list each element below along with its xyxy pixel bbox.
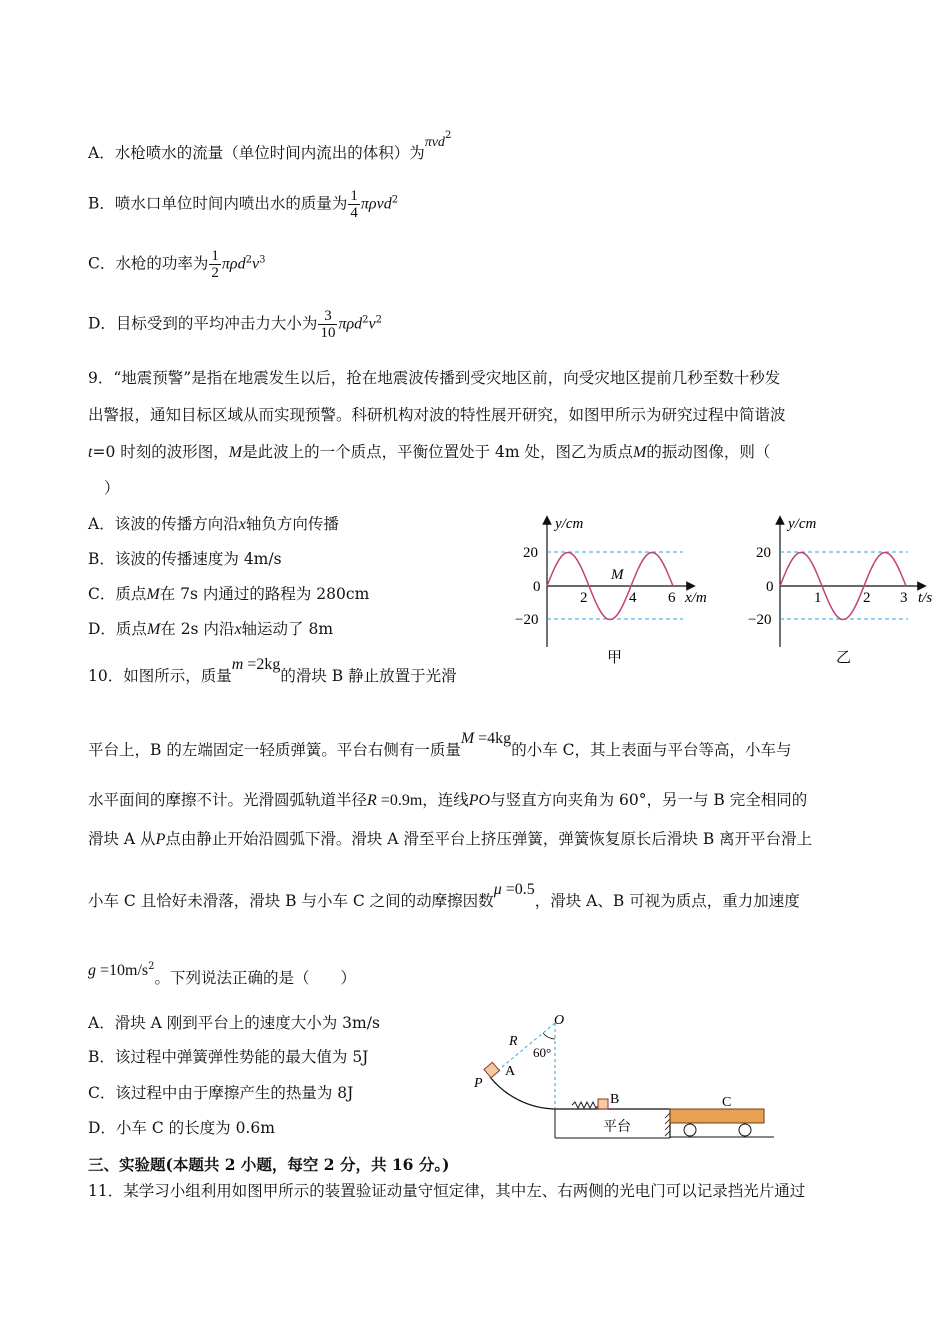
x-tick-2: 2: [580, 590, 588, 606]
q8-option-c-text: C．水枪的功率为: [88, 254, 209, 273]
q8-option-d-expr: πρd: [338, 315, 363, 333]
q8-option-d-frac: [318, 308, 337, 341]
platform-hatch: [665, 1113, 670, 1136]
graph-caption-jia: 甲: [607, 650, 623, 666]
vibration-graph-yi: [740, 512, 945, 672]
block-a: [484, 1062, 499, 1077]
label-B: B: [610, 1092, 620, 1107]
y-tick-zero: 0: [766, 579, 774, 595]
q9-option-d-text3: 轴运动了 8m: [241, 620, 334, 638]
q10-mechanics-figure: [462, 1005, 792, 1143]
y-axis-label: y/cm: [788, 516, 817, 532]
q8-option-d-sup1: 2: [362, 314, 369, 326]
q9-stem-line2: 出警报，通知目标区域从而实现预警。科研机构对波的特性展开研究，如图甲所示为研究过程中简谐波: [88, 406, 786, 424]
q9-option-c-text: C．质点: [88, 585, 147, 603]
y-tick-top: 20: [756, 545, 771, 561]
var-R: R: [367, 792, 377, 809]
t-tick-2: 2: [863, 590, 871, 606]
q9-option-a: [88, 514, 339, 535]
y-tick-bottom: −20: [515, 612, 539, 628]
q9-option-b: B．该波的传播速度为 4m/s: [88, 550, 282, 568]
label-P: P: [474, 1076, 483, 1091]
var-M: M: [460, 730, 475, 747]
q8-option-a-sup: 2: [444, 130, 452, 141]
q10-option-d: D．小车 C 的长度为 0.6m: [88, 1119, 275, 1137]
frac-num: 1: [211, 248, 219, 264]
q8-option-c-frac: [209, 248, 221, 281]
t-tick-3: 3: [900, 590, 908, 606]
var-PO: PO: [468, 792, 491, 809]
q10-text: ，连线: [422, 791, 469, 809]
x-tick-6: 6: [668, 590, 676, 606]
q10-stem-line2: [88, 730, 792, 761]
label-O: O: [554, 1013, 565, 1028]
y-tick-bottom: −20: [748, 612, 772, 628]
cart-wheel-left: [684, 1124, 696, 1136]
cart-c: [670, 1109, 764, 1123]
q10-text: 与竖直方向夹角为 60°，另一与 B 完全相同的: [490, 791, 808, 809]
q8-option-b-sup: 2: [391, 194, 399, 206]
point-M-label: M: [611, 567, 624, 583]
q9-stem-line3: [88, 442, 770, 463]
q10-text: 小车 C 且恰好未滑落，滑块 B 与小车 C 之间的动摩擦因数: [88, 892, 494, 910]
q10-text: 水平面间的摩擦不计。光滑圆弧轨道半径: [88, 791, 368, 809]
cart-wheel-right: [739, 1124, 751, 1136]
var-M: M: [146, 621, 161, 638]
frac-den: 10: [320, 325, 336, 341]
q9-option-d-text: D．质点: [88, 620, 147, 638]
y-axis-label: y/cm: [555, 516, 584, 532]
q8-option-c-expr: πρd: [221, 255, 246, 273]
q10-option-b: B．该过程中弹簧弹性势能的最大值为 5J: [88, 1048, 369, 1066]
q9-stem-line4: ）: [104, 479, 120, 497]
var-x: x: [234, 621, 242, 638]
q8-option-b-text: B．喷水口单位时间内喷出水的质量为: [88, 194, 348, 213]
frac-den: 4: [350, 205, 358, 221]
var-M: M: [146, 586, 160, 603]
q10-gravity-sup: 2: [148, 961, 155, 972]
x-axis-label: x/m: [685, 590, 707, 606]
label-C: C: [722, 1095, 732, 1110]
q9-stem-text-a: =0 时刻的波形图，: [92, 443, 229, 461]
q8-option-c-sup2: 3: [259, 254, 266, 266]
y-tick-zero: 0: [533, 579, 541, 595]
q10-stem-line5: [88, 881, 800, 912]
section-3-title: 三、实验题(本题共 2 小题，每空 2 分，共 16 分。): [88, 1155, 450, 1174]
q10-text: 平台上，B 的左端固定一轻质弹簧。平台右侧有一质量: [88, 741, 461, 759]
q9-option-a-text2: 轴负方向传播: [245, 515, 339, 533]
q8-option-d-text: D．目标受到的平均冲击力大小为: [88, 314, 318, 333]
label-A: A: [505, 1064, 516, 1079]
x-axis-label: t/s: [918, 590, 933, 606]
q10-radius-value: =0.9m: [376, 792, 423, 809]
q9-option-a-text: A．该波的传播方向沿: [88, 515, 239, 533]
q10-text: 滑块 A 从: [88, 830, 156, 848]
q11-stem-line1: 11．某学习小组利用如图甲所示的装置验证动量守恒定律，其中左、右两侧的光电门可以记录挡光片通过: [88, 1182, 806, 1200]
var-P: P: [155, 831, 166, 848]
q8-option-a-text: A．水枪喷水的流量（单位时间内流出的体积）为: [88, 144, 425, 163]
q10-mass-value: =2kg: [243, 656, 281, 673]
q10-gravity-value: =10m/s: [96, 962, 149, 980]
q10-text: 10．如图所示，质量: [88, 667, 232, 685]
q10-text: 点由静止开始沿圆弧下滑。滑块 A 滑至平台上挤压弹簧，弹簧恢复原长后滑块 B 离开平台滑上: [165, 830, 813, 848]
arc-track: [490, 1077, 555, 1109]
q10-text: 的小车 C，其上表面与平台等高，小车与: [511, 741, 792, 759]
var-m: m: [231, 656, 244, 673]
q10-text: 。下列说法正确的是（ ）: [154, 969, 357, 988]
q10-stem-line6: [88, 961, 357, 989]
q8-option-c-sup1: 2: [245, 254, 252, 266]
graph-caption-yi: 乙: [836, 650, 852, 666]
q9-stem-text-c: 的振动图像，则（: [646, 443, 771, 461]
q9-option-c-text2: 在 7s 内通过的路程为 280cm: [159, 585, 370, 603]
q9-option-c: [88, 584, 369, 605]
label-angle: 60°: [533, 1045, 552, 1060]
wave-graph-jia: [505, 512, 720, 672]
q8-option-a-expr: πvd: [424, 135, 445, 151]
var-x: x: [238, 516, 246, 533]
frac-den: 2: [211, 265, 219, 281]
angle-arc: [543, 1033, 555, 1039]
q10-cart-mass-value: =4kg: [474, 730, 512, 747]
q10-stem-line4: [88, 829, 812, 850]
q9-option-d: [88, 619, 333, 640]
q10-text: ，滑块 A、B 可视为质点，重力加速度: [534, 892, 800, 910]
q10-stem-line1: [88, 656, 457, 687]
var-g: g: [88, 962, 96, 980]
y-tick-top: 20: [523, 545, 538, 561]
var-t: t: [88, 444, 93, 461]
q8-option-c-expr2: v: [251, 255, 260, 273]
q10-stem-line3: [88, 790, 807, 811]
var-mu: μ: [493, 881, 502, 898]
q8-option-b-frac: [348, 188, 360, 221]
label-platform: 平台: [603, 1120, 631, 1135]
q8-option-b-expr: πρvd: [360, 195, 392, 213]
t-tick-1: 1: [814, 590, 822, 606]
q8-option-b: [88, 188, 398, 221]
q8-option-d-expr2: v: [368, 315, 376, 333]
spring: [572, 1102, 599, 1108]
q10-option-a: A．滑块 A 刚到平台上的速度大小为 3m/s: [88, 1014, 380, 1032]
var-M: M: [632, 444, 647, 461]
label-R: R: [509, 1034, 518, 1049]
var-M: M: [228, 444, 243, 461]
q8-option-d-sup2: 2: [375, 314, 382, 326]
q9-stem-text-b: 是此波上的一个质点，平衡位置处于 4m 处，图乙为质点: [242, 443, 633, 461]
x-tick-4: 4: [629, 590, 637, 606]
frac-num: 1: [350, 188, 358, 204]
block-b: [598, 1099, 608, 1109]
q9-option-d-text2: 在 2s 内沿: [160, 620, 235, 638]
q8-option-d: [88, 308, 382, 341]
q10-text: 的滑块 B 静止放置于光滑: [280, 667, 457, 685]
q10-option-c: C．该过程中由于摩擦产生的热量为 8J: [88, 1084, 354, 1102]
q8-option-a: [88, 130, 452, 165]
frac-num: 3: [318, 308, 337, 325]
q10-friction-value: =0.5: [501, 881, 535, 898]
q8-option-c: [88, 248, 265, 281]
q9-stem-line1: 9．“地震预警”是指在地震发生以后，抢在地震波传播到受灾地区前，向受灾地区提前几秒至数十秒发: [88, 369, 781, 387]
